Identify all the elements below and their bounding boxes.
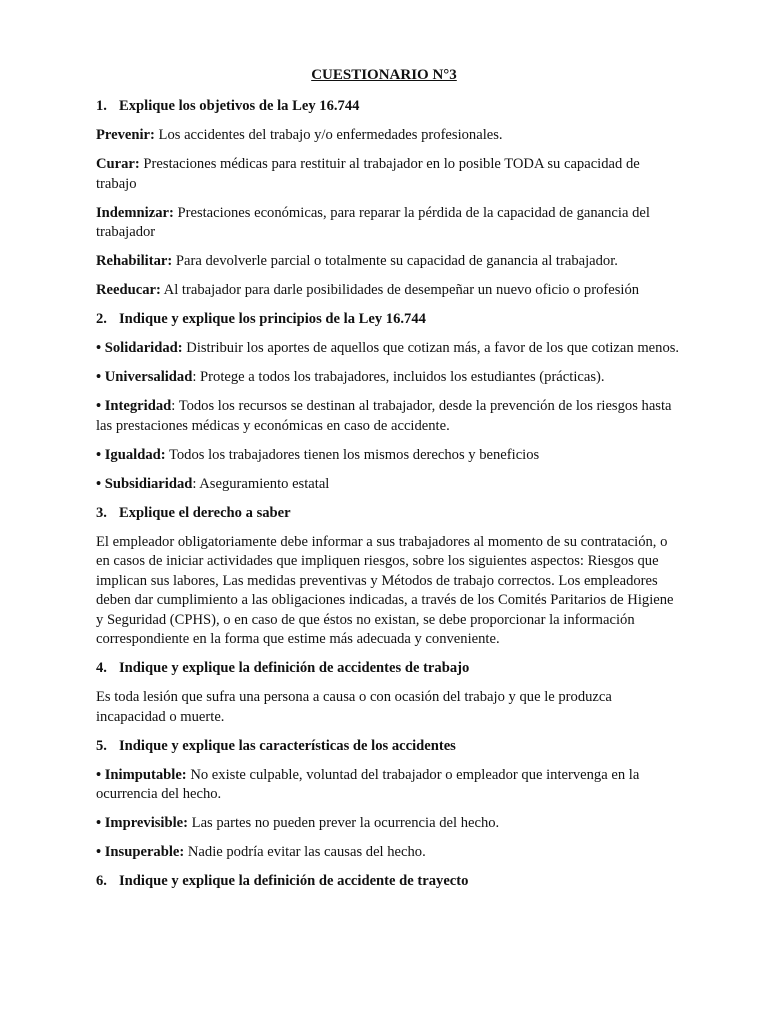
- principle-item: • Solidaridad: Distribuir los aportes de aquellos que cotizan más, a favor de los que cotizan menos.: [96, 340, 680, 356]
- answer-4: Es toda lesión que sufra una persona a causa o con ocasión del trabajo y que le produzca incapacidad o muerte.: [96, 689, 612, 725]
- answer-3: El empleador obligatoriamente debe informar a sus trabajadores al momento de su contratación, o en casos de iniciar actividades que impliquen riesgos, sobre los siguientes aspectos: Riesgos que implican sus labores, Las medidas preventivas y Métodos de trabajo correctos. Los empleadores deben dar cumplimiento a las obligaciones indicadas, a través de los Comités Paritarios de Higiene y Seguridad (CPHS), o en caso de que éstos no existan, se debe proporcionar la información correspondiente en la forma que estime más adecuada y conveniente.: [96, 533, 674, 647]
- principle-item: • Subsidiaridad: Aseguramiento estatal: [96, 475, 330, 492]
- question-4: 4. Indique y explique la definición de accidentes de trabajo: [96, 660, 470, 676]
- characteristic-item: • Imprevisible: Las partes no pueden prever la ocurrencia del hecho.: [96, 815, 500, 831]
- objective-item: Prevenir: Los accidentes del trabajo y/o enfermedades profesionales.: [96, 127, 503, 143]
- document-body: [96, 97, 681, 901]
- question-3: 3. Explique el derecho a saber: [96, 504, 291, 521]
- question-2: 2. Indique y explique los principios de la Ley 16.744: [96, 311, 426, 327]
- objective-item: Indemnizar: Prestaciones económicas, para reparar la pérdida de la capacidad de ganancia del trabajador: [96, 204, 650, 240]
- principle-item: • Universalidad: Protege a todos los trabajadores, incluidos los estudiantes (prácticas).: [96, 369, 605, 385]
- objective-item: Curar: Prestaciones médicas para restituir al trabajador en lo posible TODA su capacidad de trabajo: [96, 156, 640, 192]
- question-6: 6. Indique y explique la definición de accidente de trayecto: [96, 873, 469, 889]
- document-title: CUESTIONARIO N°3: [311, 67, 457, 83]
- question-1: 1. Explique los objetivos de la Ley 16.744: [96, 98, 360, 114]
- principle-item: • Igualdad: Todos los trabajadores tienen los mismos derechos y beneficios: [96, 446, 540, 463]
- principle-item: • Integridad: Todos los recursos se destinan al trabajador, desde la prevención de los riesgos hasta las prestaciones médicas y económicas en caso de accidente.: [96, 398, 672, 434]
- objective-item: Rehabilitar: Para devolverle parcial o totalmente su capacidad de ganancia al trabajador.: [96, 253, 618, 269]
- question-5: 5. Indique y explique las características de los accidentes: [96, 737, 456, 754]
- objective-item: Reeducar: Al trabajador para darle posibilidades de desempeñar un nuevo oficio o profesión: [96, 282, 640, 298]
- characteristic-item: • Insuperable: Nadie podría evitar las causas del hecho.: [96, 844, 426, 860]
- characteristic-item: • Inimputable: No existe culpable, voluntad del trabajador o empleador que intervenga en la ocurrencia del hecho.: [96, 766, 640, 802]
